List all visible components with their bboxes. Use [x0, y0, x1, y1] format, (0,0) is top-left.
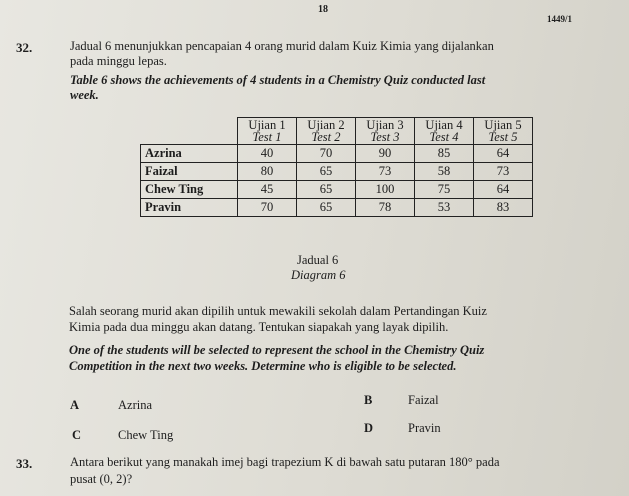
q33-line-2: pusat (0, 2)?	[70, 472, 133, 486]
header-test-2: Ujian 2 Test 2	[297, 118, 356, 145]
score-cell: 64	[474, 145, 533, 163]
student-name: Pravin	[141, 199, 238, 217]
q32-malay-line-1: Jadual 6 menunjukkan pencapaian 4 orang murid dalam Kuiz Kimia yang dijalankan	[70, 39, 494, 53]
table-row	[141, 199, 533, 217]
score-cell: 65	[297, 199, 356, 217]
table-row	[141, 181, 533, 199]
student-name: Faizal	[141, 163, 238, 181]
q33-line-1: Antara berikut yang manakah imej bagi trapezium K di bawah satu putaran 180° pada	[70, 455, 500, 469]
option-d-letter[interactable]: D	[364, 421, 374, 435]
score-cell: 78	[356, 199, 415, 217]
table-caption-english: Diagram 6	[291, 268, 346, 282]
student-name: Azrina	[141, 145, 238, 163]
table-row	[141, 145, 533, 163]
score-cell: 58	[415, 163, 474, 181]
score-cell: 45	[238, 181, 297, 199]
option-d-text[interactable]: Pravin	[408, 421, 441, 435]
score-cell: 64	[474, 181, 533, 199]
question-32-number: 32.	[16, 40, 33, 55]
table-header-row	[141, 118, 533, 145]
score-cell: 65	[297, 163, 356, 181]
option-a-text[interactable]: Azrina	[118, 398, 153, 412]
score-cell: 73	[356, 163, 415, 181]
page-number: 18	[318, 4, 328, 15]
score-cell: 53	[415, 199, 474, 217]
option-c-text[interactable]: Chew Ting	[118, 428, 174, 442]
q32-prompt-english-line-1: One of the students will be selected to represent the school in the Chemistry Quiz	[69, 343, 485, 357]
question-33-number: 33.	[16, 456, 33, 471]
table-corner	[141, 118, 238, 145]
option-c-letter[interactable]: C	[72, 428, 82, 442]
paper-code: 1449/1	[547, 14, 573, 24]
score-cell: 70	[297, 145, 356, 163]
score-cell: 90	[356, 145, 415, 163]
q32-english-line-1: Table 6 shows the achievements of 4 students in a Chemistry Quiz conducted last	[70, 73, 486, 87]
header-test-5: Ujian 5 Test 5	[474, 118, 533, 145]
score-cell: 83	[474, 199, 533, 217]
header-test-4: Ujian 4 Test 4	[415, 118, 474, 145]
student-name: Chew Ting	[141, 181, 238, 199]
score-cell: 40	[238, 145, 297, 163]
q32-prompt-malay-line-2: Kimia pada dua minggu akan datang. Tentukan siapakah yang layak dipilih.	[69, 320, 449, 334]
option-a-letter[interactable]: A	[70, 398, 80, 412]
score-cell: 100	[356, 181, 415, 199]
score-cell: 80	[238, 163, 297, 181]
q32-english-line-2: week.	[70, 88, 99, 102]
header-test-1: Ujian 1 Test 1	[238, 118, 297, 145]
score-cell: 65	[297, 181, 356, 199]
score-cell: 73	[474, 163, 533, 181]
q32-prompt-malay-line-1: Salah seorang murid akan dipilih untuk mewakili sekolah dalam Pertandingan Kuiz	[69, 304, 487, 318]
option-b-text[interactable]: Faizal	[408, 393, 439, 407]
option-b-letter[interactable]: B	[364, 393, 373, 407]
table-row	[141, 163, 533, 181]
q32-malay-line-2: pada minggu lepas.	[70, 54, 167, 68]
table-caption-malay: Jadual 6	[297, 253, 339, 267]
score-cell: 75	[415, 181, 474, 199]
score-cell: 70	[238, 199, 297, 217]
header-test-3: Ujian 3 Test 3	[356, 118, 415, 145]
score-cell: 85	[415, 145, 474, 163]
q32-prompt-english-line-2: Competition in the next two weeks. Determine who is eligible to be selected.	[69, 359, 457, 373]
score-table	[140, 117, 533, 217]
